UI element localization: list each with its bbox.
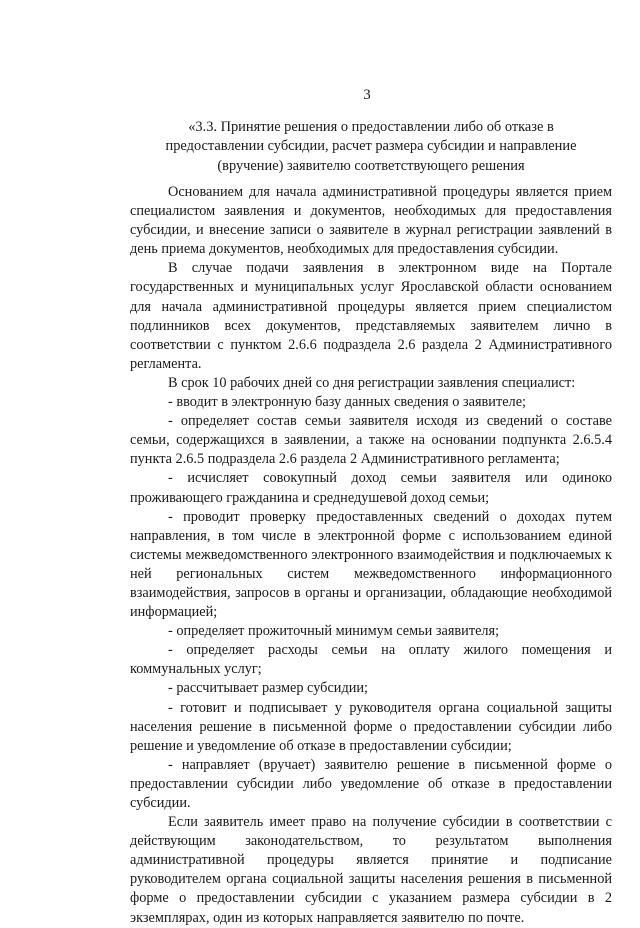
list-item: - определяет расходы семьи на оплату жилого помещения и коммунальных услуг; [130,642,612,678]
section-heading: «3.3. Принятие решения о предоставлении либо об отказе в предоставлении субсидии, расчет размера субсидии и направление (вручение) заявителю соответствующего решения [165,119,577,174]
document-page [130,0,612,926]
list-item: - проводит проверку предоставленных сведений о доходах путем направления, в том числе в электронной форме с использованием единой системы межведомственного электронного взаимодействия и подключаемых к ней региональных систем межведомственного информационного взаимодействия, запросов в органы и организации, обладающие необходимой информацией; [130,508,612,621]
list-item: - исчисляет совокупный доход семьи заявителя или одиноко проживающего гражданина и среднедушевой доход семьи; [130,470,612,506]
list-item: - определяет прожиточный минимум семьи заявителя; [168,623,500,640]
paragraph-result: Если заявитель имеет право на получение субсидии в соответствии с действующим законодательством, то результатом выполнения административной процедуры является принятие и подписание руководителем органа социальной защиты населения решения в письменной форме о предоставлении субсидии с указанием размера субсидии в 2 экземплярах, один из которых направляется заявителю по почте. [130,814,612,926]
list-item: - направляет (вручает) заявителю решение в письменной форме о предоставлении субсидии либо уведомление об отказе в предоставлении субсидии. [130,756,612,811]
list-item: - готовит и подписывает у руководителя органа социальной защиты населения решение в письменной форме о предоставлении субсидии либо решение и уведомление об отказе в предоставлении субсидии; [130,699,612,754]
paragraph-deadline: В срок 10 рабочих дней со дня регистрации заявления специалист: [168,374,576,391]
list-item: - вводит в электронную базу данных сведения о заявителе; [168,394,527,411]
paragraph-electronic-submission: В случае подачи заявления в электронном виде на Портале государственных и муниципальных услуг Ярославской области основанием для начала административной процедуры является прием специалистом подлинников всех документов, представляемых заявителем лично в соответствии с пунктом 2.6.6 подраздела 2.6 раздела 2 Административного регламента. [130,260,612,372]
body-text [130,183,612,928]
list-item: - определяет состав семьи заявителя исходя из сведений о составе семьи, содержащихся в заявлении, а также на основании подпункта 2.6.5.4 пункта 2.6.5 подраздела 2.6 раздела 2 Административного регламента; [130,413,612,468]
page-number: 3 [363,87,371,103]
list-item: - рассчитывает размер субсидии; [168,680,368,697]
paragraph-basis: Основанием для начала административной процедуры является прием специалистом заявления и документов, необходимых для предоставления субсидии, и внесение записи о заявителе в журнал регистрации заявлений в день приема документов, необходимых для предоставления субсидии. [130,184,612,258]
